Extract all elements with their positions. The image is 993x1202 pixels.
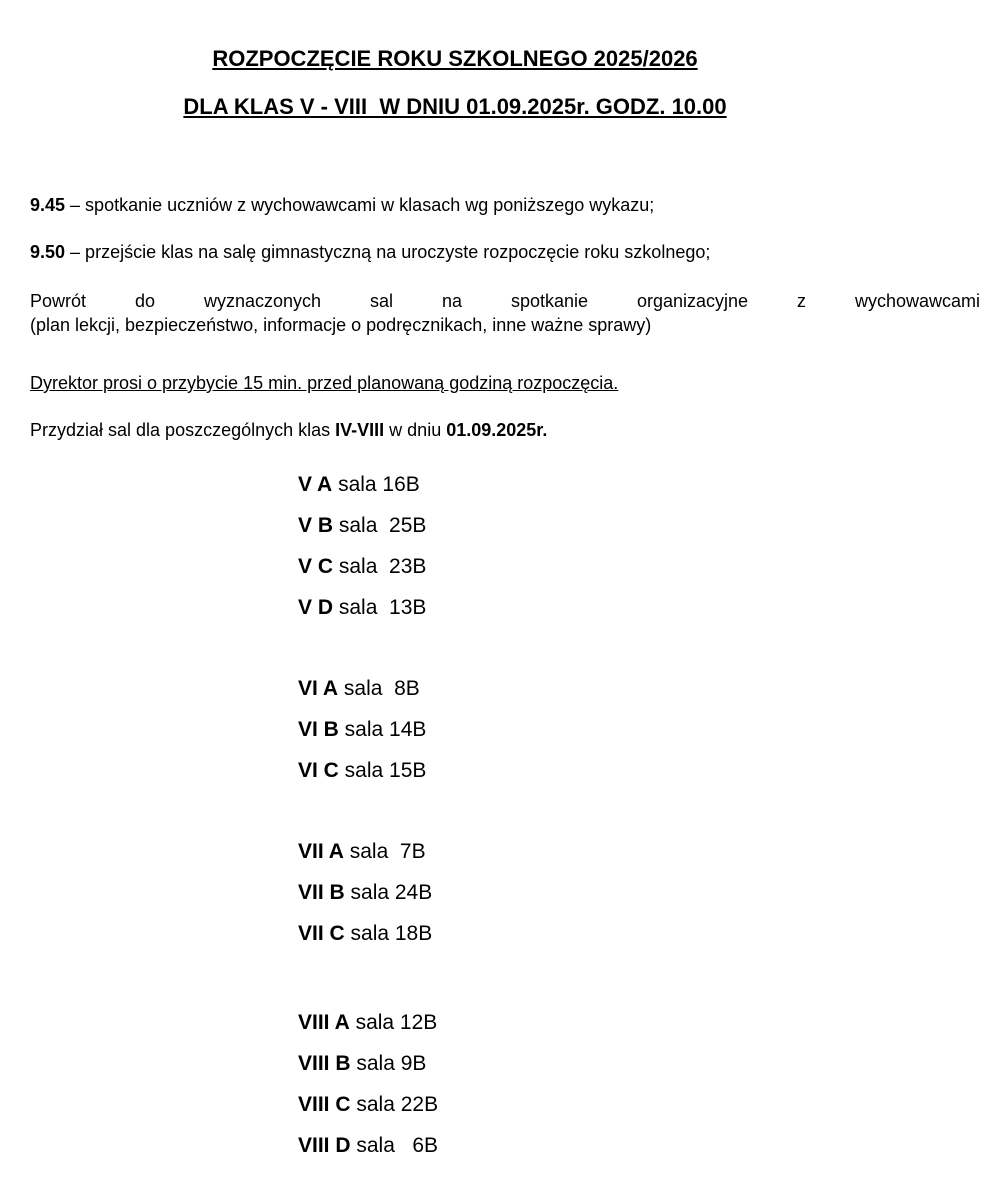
room-number: sala 22B — [350, 1093, 439, 1116]
room-entry — [298, 546, 438, 587]
page-subtitle: DLA KLAS V - VIII W DNIU 01.09.2025r. GODZ. 10.00 — [183, 94, 727, 119]
assignment-intro-classes: IV-VIII — [335, 420, 385, 440]
room-assignment-list — [298, 464, 438, 1166]
room-entry — [298, 1043, 438, 1084]
group-spacer — [298, 954, 438, 1002]
return-note-line2: (plan lekcji, bezpieczeństwo, informacje o podręcznikach, inne ważne sprawy) — [30, 315, 652, 335]
room-number: sala 14B — [338, 718, 427, 741]
room-number: sala 8B — [338, 677, 420, 700]
class-name: VIII D — [298, 1134, 351, 1157]
group-spacer — [298, 628, 438, 668]
room-number: sala 7B — [343, 840, 426, 863]
room-entry — [298, 872, 438, 913]
class-name: V A — [298, 473, 333, 496]
page-title: ROZPOCZĘCIE ROKU SZKOLNEGO 2025/2026 — [212, 46, 698, 71]
room-entry — [298, 505, 438, 546]
room-entry — [298, 587, 438, 628]
group-spacer — [298, 791, 438, 831]
schedule-item — [30, 240, 980, 264]
room-number: sala 23B — [333, 555, 427, 578]
room-entry — [298, 1125, 438, 1166]
class-name: V C — [298, 555, 334, 578]
class-name: VI A — [298, 677, 339, 700]
room-entry — [298, 464, 438, 505]
room-entry — [298, 831, 438, 872]
class-name: VI B — [298, 718, 339, 741]
class-name: V B — [298, 514, 334, 537]
room-number: sala 6B — [350, 1134, 439, 1157]
return-note — [30, 289, 980, 337]
room-number: sala 12B — [349, 1011, 438, 1034]
room-number: sala 25B — [333, 514, 427, 537]
room-entry — [298, 1084, 438, 1125]
schedule-time: 9.50 — [30, 242, 66, 262]
return-note-line1: Powrót do wyznaczonych sal na spotkanie organizacyjne z wychowawcami — [30, 291, 980, 311]
class-name: VII C — [298, 922, 345, 945]
class-name: VII B — [298, 881, 345, 904]
room-number: sala 15B — [338, 759, 427, 782]
assignment-intro-prefix: Przydział sal dla poszczególnych klas — [30, 420, 336, 440]
room-number: sala 16B — [332, 473, 420, 496]
room-number: sala 18B — [344, 922, 433, 945]
room-number: sala 13B — [333, 596, 427, 619]
class-name: VII A — [298, 840, 344, 863]
room-entry — [298, 1002, 438, 1043]
assignment-intro-middle: w dniu — [384, 420, 447, 440]
class-name: VIII A — [298, 1011, 350, 1034]
schedule-item — [30, 193, 980, 217]
class-name: VIII C — [298, 1093, 351, 1116]
room-entry — [298, 913, 438, 954]
assignment-intro — [30, 418, 980, 442]
room-entry — [298, 668, 438, 709]
schedule-text: – spotkanie uczniów z wychowawcami w klasach wg poniższego wykazu; — [65, 195, 655, 215]
schedule-text: – przejście klas na salę gimnastyczną na uroczyste rozpoczęcie roku szkolnego; — [65, 242, 711, 262]
class-name: VIII B — [298, 1052, 351, 1075]
schedule-time: 9.45 — [30, 195, 66, 215]
assignment-intro-date: 01.09.2025r. — [446, 420, 548, 440]
director-note: Dyrektor prosi o przybycie 15 min. przed planowaną godziną rozpoczęcia. — [30, 373, 619, 393]
class-name: VI C — [298, 759, 339, 782]
room-entry — [298, 750, 438, 791]
room-number: sala 24B — [344, 881, 433, 904]
room-entry — [298, 709, 438, 750]
room-number: sala 9B — [350, 1052, 427, 1075]
class-name: V D — [298, 596, 334, 619]
